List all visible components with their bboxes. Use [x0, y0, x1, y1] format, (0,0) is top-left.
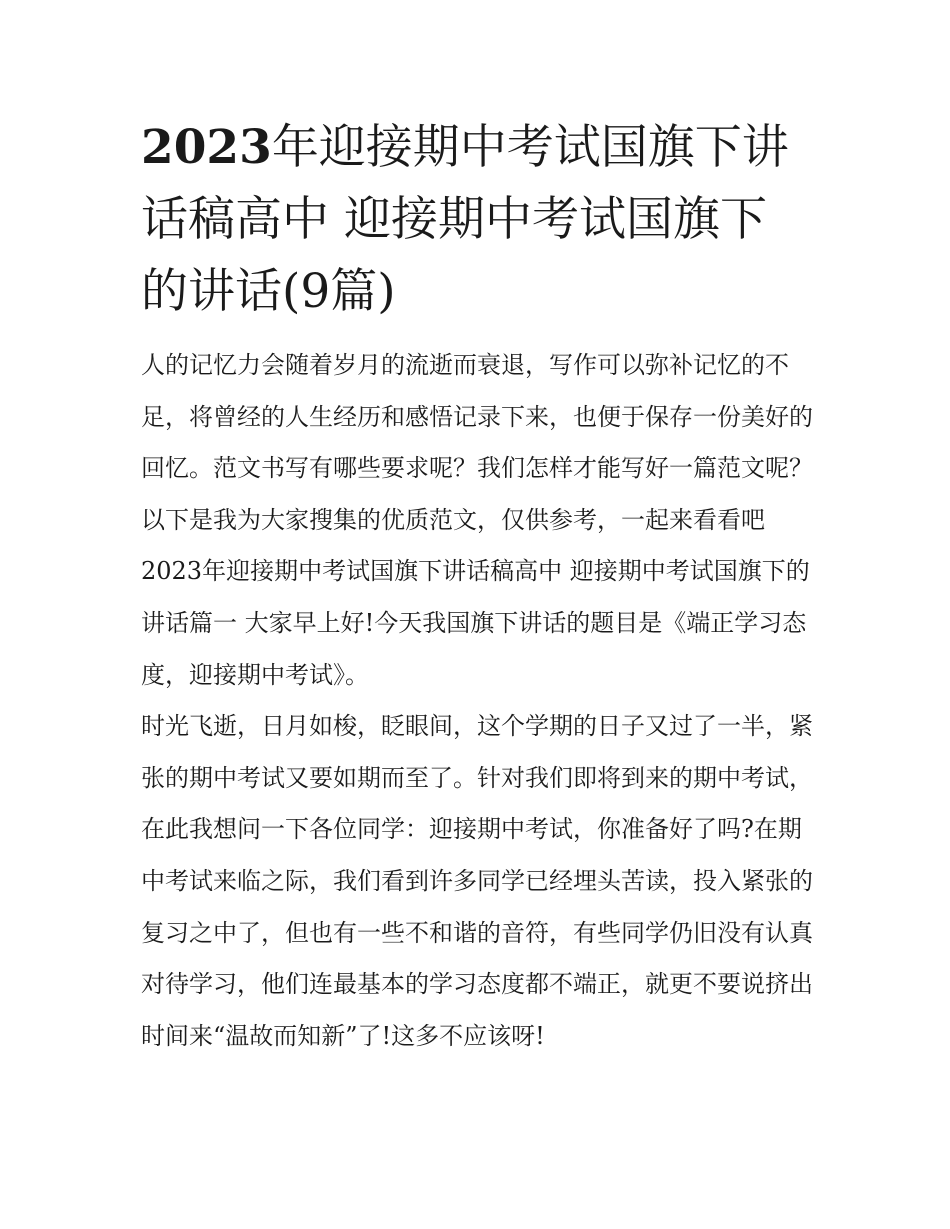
- title-text: 年迎接期中考试国旗下讲话稿高中 迎接期中考试国旗下的讲话(9篇): [141, 120, 789, 319]
- document-title: [141, 112, 813, 328]
- title-year: 2023: [141, 120, 272, 175]
- body-paragraph: 时光飞逝，日月如梭，眨眼间，这个学期的日子又过了一半，紧张的期中考试又要如期而至了。针对我们即将到来的期中考试，在此我想问一下各位同学：迎接期中考试，你准备好了吗?在期中考试来临之际，我们看到许多同学已经埋头苦读，投入紧张的复习之中了，但也有一些不和谐的音符，有些同学仍旧没有认真对待学习，他们连最基本的学习态度都不端正，就更不要说挤出时间来“温故而知新”了!这多不应该呀!: [141, 712, 813, 1050]
- intro-paragraph: 人的记忆力会随着岁月的流逝而衰退，写作可以弥补记忆的不足，将曾经的人生经历和感悟记录下来，也便于保存一份美好的回忆。范文书写有哪些要求呢？我们怎样才能写好一篇范文呢？以下是我为大家搜集的优质范文，仅供参考，一起来看看吧: [141, 351, 813, 534]
- section-heading-paragraph: 2023年迎接期中考试国旗下讲话稿高中 迎接期中考试国旗下的讲话篇一 大家早上好!今天我国旗下讲话的题目是《端正学习态度，迎接期中考试》。: [141, 557, 810, 689]
- document-content: [141, 112, 813, 1062]
